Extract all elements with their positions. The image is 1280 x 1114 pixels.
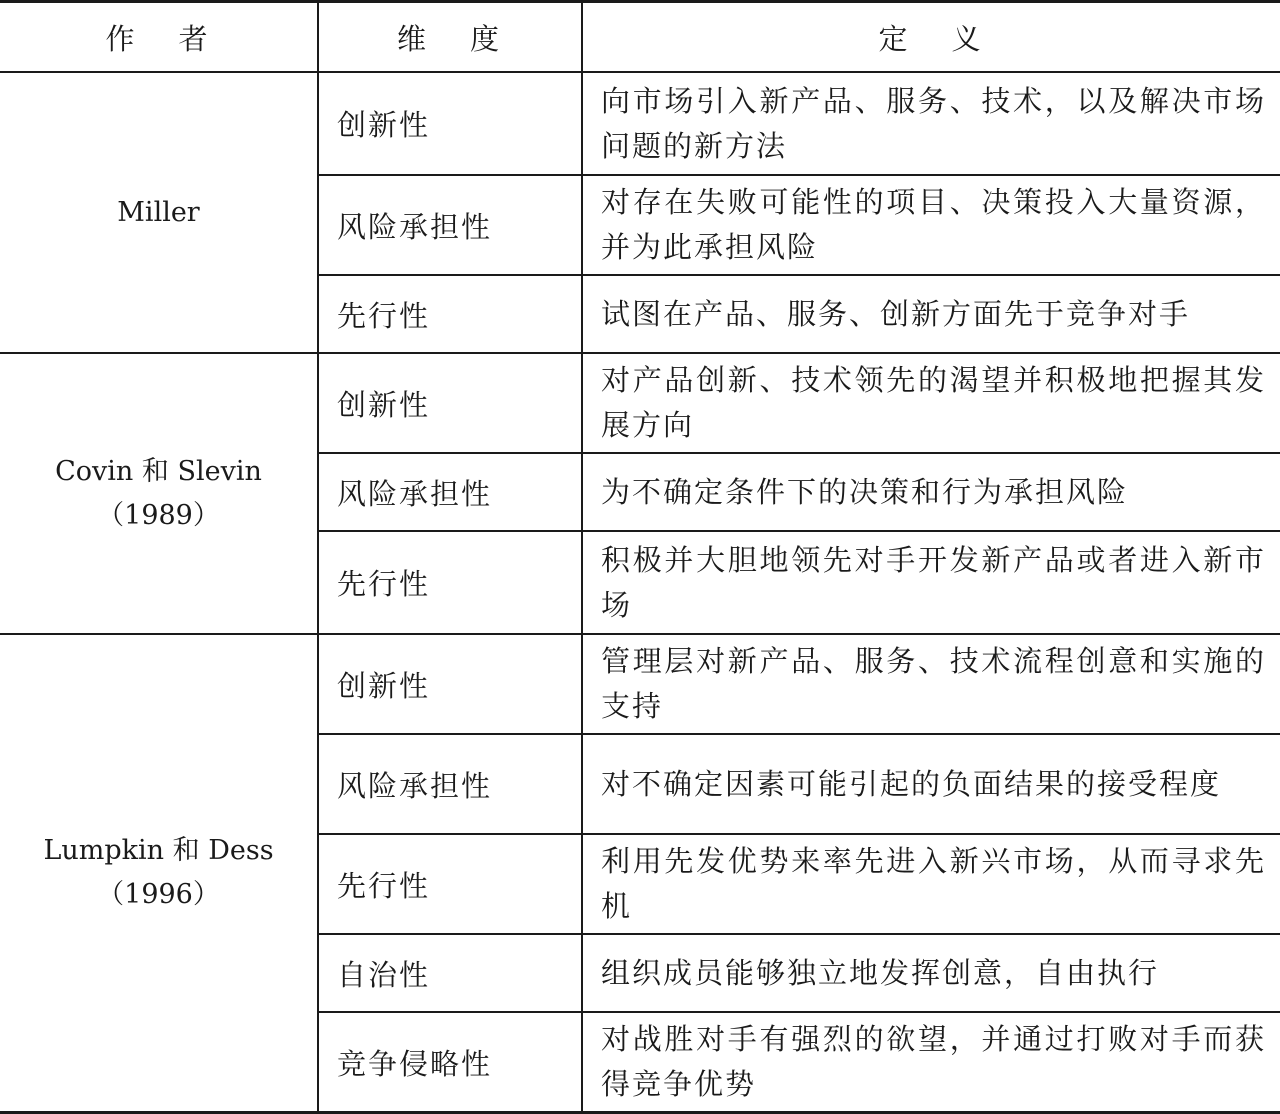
dimension-cell: 创新性 bbox=[318, 72, 582, 175]
dimension-cell: 创新性 bbox=[318, 634, 582, 734]
author-cell-lumpkin-dess bbox=[0, 634, 318, 1113]
author-year: （1989） bbox=[97, 499, 220, 531]
definition-cell: 对产品创新、技术领先的渴望并积极地把握其发展方向 bbox=[582, 353, 1280, 453]
header-dimension-char-2: 度 bbox=[470, 21, 504, 56]
dimension-cell: 竞争侵略性 bbox=[318, 1012, 582, 1113]
header-author-char-2: 者 bbox=[178, 21, 212, 56]
dimension-cell: 创新性 bbox=[318, 353, 582, 453]
dimension-cell: 自治性 bbox=[318, 934, 582, 1012]
header-author-char-1: 作 bbox=[105, 21, 139, 56]
author-cell-covin-slevin bbox=[0, 353, 318, 634]
definition-cell: 组织成员能够独立地发挥创意，自由执行 bbox=[582, 934, 1280, 1012]
author-year: （1996） bbox=[97, 879, 220, 910]
table-row bbox=[0, 353, 1280, 453]
definition-cell: 利用先发优势来率先进入新兴市场，从而寻求先机 bbox=[582, 834, 1280, 934]
header-definition bbox=[582, 2, 1280, 73]
header-dimension-char-1: 维 bbox=[396, 21, 430, 56]
table-body bbox=[0, 72, 1280, 1113]
header-row bbox=[0, 2, 1280, 73]
definition-cell: 对存在失败可能性的项目、决策投入大量资源，并为此承担风险 bbox=[582, 175, 1280, 275]
table-header bbox=[0, 2, 1280, 73]
author-name: Lumpkin 和 Dess bbox=[43, 835, 274, 866]
table-row bbox=[0, 72, 1280, 175]
header-author bbox=[0, 2, 318, 73]
dimension-cell: 先行性 bbox=[318, 275, 582, 353]
author-name: Covin 和 Slevin bbox=[55, 455, 262, 487]
dimension-cell: 先行性 bbox=[318, 834, 582, 934]
dimension-cell: 风险承担性 bbox=[318, 175, 582, 275]
header-definition-char-2: 义 bbox=[951, 21, 985, 56]
author-cell-miller bbox=[0, 72, 318, 353]
definition-cell: 试图在产品、服务、创新方面先于竞争对手 bbox=[582, 275, 1280, 353]
header-dimension bbox=[318, 2, 582, 73]
dimension-cell: 先行性 bbox=[318, 531, 582, 634]
definition-cell: 为不确定条件下的决策和行为承担风险 bbox=[582, 453, 1280, 531]
definition-cell: 积极并大胆地领先对手开发新产品或者进入新市场 bbox=[582, 531, 1280, 634]
definition-cell: 向市场引入新产品、服务、技术，以及解决市场问题的新方法 bbox=[582, 72, 1280, 175]
dimension-cell: 风险承担性 bbox=[318, 453, 582, 531]
dimension-cell: 风险承担性 bbox=[318, 734, 582, 834]
definition-cell: 管理层对新产品、服务、技术流程创意和实施的支持 bbox=[582, 634, 1280, 734]
definition-cell: 对战胜对手有强烈的欲望，并通过打败对手而获得竞争优势 bbox=[582, 1012, 1280, 1113]
author-name: Miller bbox=[117, 196, 200, 228]
header-definition-char-1: 定 bbox=[878, 21, 912, 56]
definition-cell: 对不确定因素可能引起的负面结果的接受程度 bbox=[582, 734, 1280, 834]
table-row bbox=[0, 634, 1280, 734]
